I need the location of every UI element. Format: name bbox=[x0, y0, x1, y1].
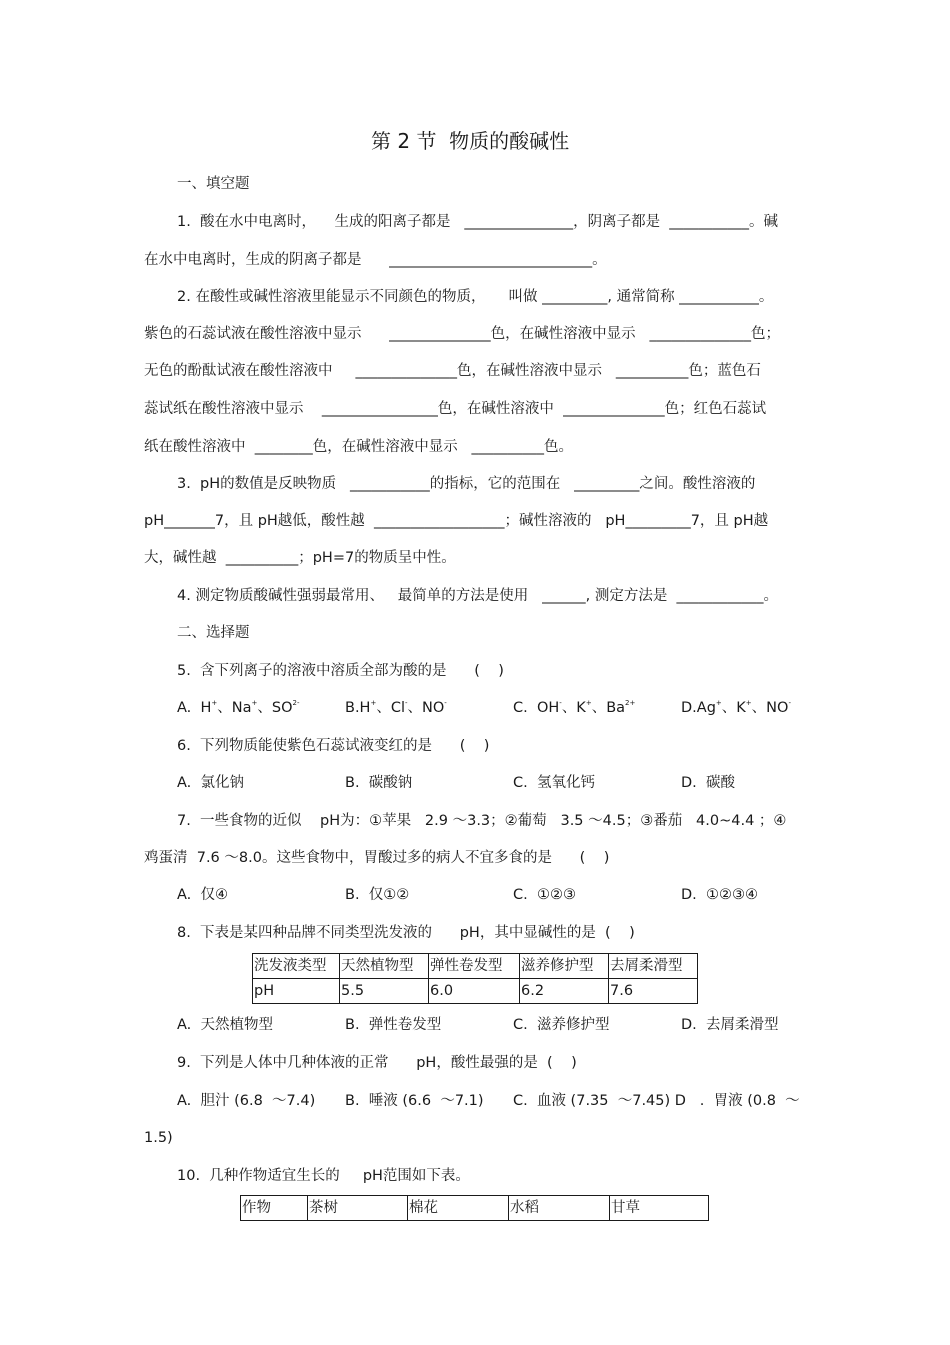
question-3-line-3: 大，碱性越 __________；pH=7的物质呈中性。 bbox=[144, 550, 456, 566]
question-9-line-2: 1.5) bbox=[144, 1130, 173, 1146]
question-5-option-d: D.Ag+、K+、NO- bbox=[681, 699, 791, 716]
question-5-stem: 5. 含下列离子的溶液中溶质全部为酸的是 ( ) bbox=[177, 663, 504, 679]
question-2-line-3: 无色的酚酞试液在酸性溶液中 ______________色，在碱性溶液中显示 __________色；蓝色石 bbox=[144, 363, 761, 379]
table-row bbox=[253, 979, 698, 1004]
question-7-option-d: D. ①②③④ bbox=[681, 887, 758, 903]
shampoo-ph-table bbox=[252, 953, 698, 1004]
question-8-option-c: C. 滋养修护型 bbox=[513, 1017, 610, 1033]
table-cell: 去屑柔滑型 bbox=[609, 954, 698, 979]
table-cell: 5.5 bbox=[340, 979, 429, 1004]
question-7-option-c: C. ①②③ bbox=[513, 887, 576, 903]
table-cell: 弹性卷发型 bbox=[429, 954, 520, 979]
question-3-line-1: 3. pH的数值是反映物质 ___________的指标，它的范围在 _________之间。酸性溶液的 bbox=[177, 476, 756, 492]
table-cell: 天然植物型 bbox=[340, 954, 429, 979]
question-10-stem: 10. 几种作物适宜生长的 pH范围如下表。 bbox=[177, 1168, 470, 1184]
question-5-option-b: B.H+、Cl-、NO- bbox=[345, 699, 447, 716]
table-cell: 6.2 bbox=[520, 979, 609, 1004]
table-cell: 水稻 bbox=[509, 1196, 610, 1221]
section-heading-fill-blank: 一、填空题 bbox=[177, 176, 250, 192]
question-7-line-1: 7. 一些食物的近似 pH为：①苹果 2.9 ～3.3；②葡萄 3.5 ～4.5；③番茄 4.0~4.4 ；④ bbox=[177, 813, 787, 829]
question-3-line-2: pH_______7，且 pH越低，酸性越 __________________；碱性溶液的 pH_________7，且 pH越 bbox=[144, 513, 769, 529]
question-8-option-a: A. 天然植物型 bbox=[177, 1017, 273, 1033]
page-title: 第 2 节 物质的酸碱性 bbox=[371, 129, 570, 153]
question-9-option-c: C. 血液 (7.35 ～7.45) D . 胃液 (0.8 ～ bbox=[513, 1093, 800, 1109]
question-6-option-d: D. 碳酸 bbox=[681, 775, 735, 791]
table-row bbox=[253, 954, 698, 979]
question-6-option-a: A. 氯化钠 bbox=[177, 775, 244, 791]
table-cell: 作物 bbox=[241, 1196, 308, 1221]
question-5-option-a: A. H+、Na+、$SO^{2-}$ bbox=[177, 699, 300, 716]
question-9-option-a: A. 胆汁 (6.8 ～7.4) bbox=[177, 1093, 316, 1109]
question-8-option-d: D. 去屑柔滑型 bbox=[681, 1017, 779, 1033]
table-row bbox=[241, 1196, 709, 1221]
question-4: 4. 测定物质酸碱性强弱最常用、 最简单的方法是使用 ______, 测定方法是 ____________。 bbox=[177, 588, 779, 604]
table-cell: 滋养修护型 bbox=[520, 954, 609, 979]
question-7-option-a: A. 仅④ bbox=[177, 887, 228, 903]
table-cell: 洗发液类型 bbox=[253, 954, 340, 979]
question-8-option-b: B. 弹性卷发型 bbox=[345, 1017, 442, 1033]
question-2-line-4: 蕊试纸在酸性溶液中显示 ________________色，在碱性溶液中 ______________色；红色石蕊试 bbox=[144, 401, 767, 417]
question-9-option-b: B. 唾液 (6.6 ～7.1) bbox=[345, 1093, 484, 1109]
table-cell: 6.0 bbox=[429, 979, 520, 1004]
question-1-line-1: 1. 酸在水中电离时， 生成的阳离子都是 _______________，阴离子都是 ___________。碱 bbox=[177, 214, 779, 230]
question-6-option-c: C. 氢氧化钙 bbox=[513, 775, 595, 791]
question-9-stem: 9. 下列是人体中几种体液的正常 pH，酸性最强的是 ( ) bbox=[177, 1055, 577, 1071]
table-cell: 棉花 bbox=[408, 1196, 509, 1221]
question-2-line-1: 2. 在酸性或碱性溶液里能显示不同颜色的物质， 叫做 _________, 通常简称 ___________。 bbox=[177, 289, 774, 305]
table-cell: 7.6 bbox=[609, 979, 698, 1004]
question-2-line-2: 紫色的石蕊试液在酸性溶液中显示 ______________色，在碱性溶液中显示 ______________色； bbox=[144, 326, 780, 342]
question-5-option-c: C. OH-、K+、$Ba^{2+}$ bbox=[513, 699, 636, 716]
question-6-option-b: B. 碳酸钠 bbox=[345, 775, 413, 791]
table-cell: 甘草 bbox=[610, 1196, 709, 1221]
question-8-stem: 8. 下表是某四种品牌不同类型洗发液的 pH，其中显碱性的是 ( ) bbox=[177, 925, 635, 941]
question-1-line-2: 在水中电离时，生成的阴离子都是 ____________________________。 bbox=[144, 252, 607, 268]
section-heading-multiple-choice: 二、选择题 bbox=[177, 625, 250, 641]
question-6-stem: 6. 下列物质能使紫色石蕊试液变红的是 ( ) bbox=[177, 738, 490, 754]
question-2-line-5: 纸在酸性溶液中 ________色，在碱性溶液中显示 __________色。 bbox=[144, 439, 574, 455]
table-cell: 茶树 bbox=[308, 1196, 408, 1221]
question-7-line-2: 鸡蛋清 7.6 ～8.0。这些食物中，胃酸过多的病人不宜多食的是 ( ) bbox=[144, 850, 610, 866]
question-7-option-b: B. 仅①② bbox=[345, 887, 410, 903]
crop-ph-table bbox=[240, 1195, 709, 1221]
table-cell: pH bbox=[253, 979, 340, 1004]
